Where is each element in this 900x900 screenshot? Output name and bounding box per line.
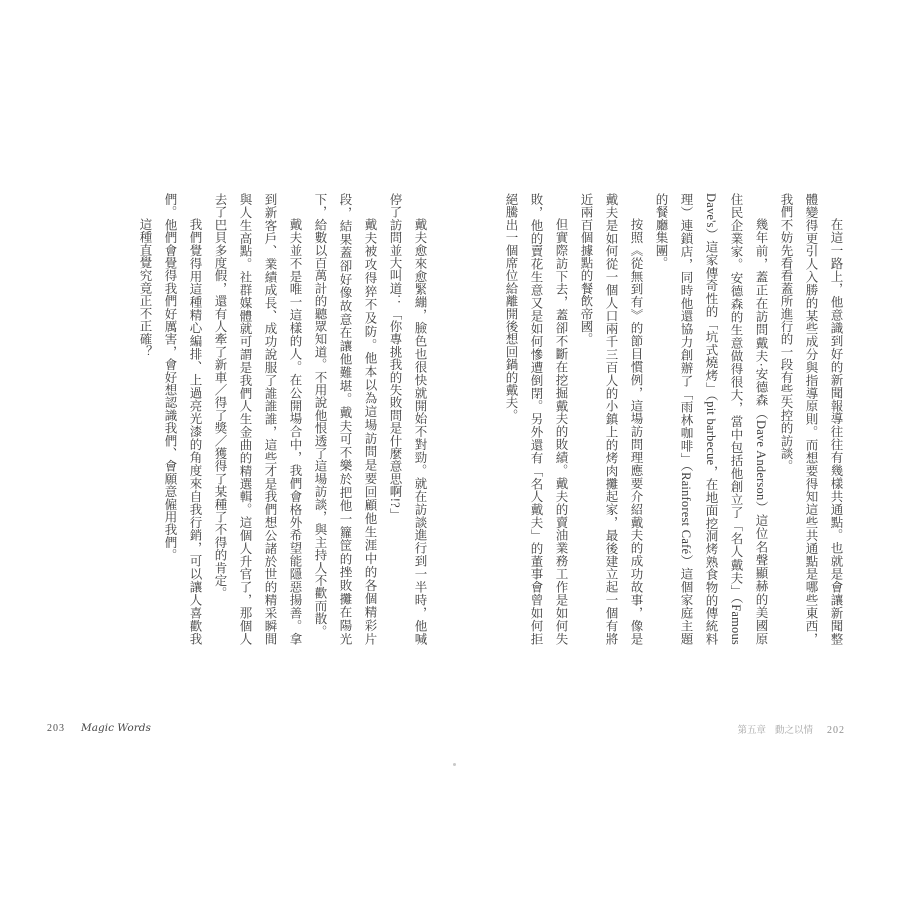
right-page-number: 202 bbox=[827, 725, 845, 736]
running-title: Magic Words bbox=[81, 722, 151, 734]
paragraph: 戴夫被攻得猝不及防。他本以為這場訪問是要回顧他生涯中的各個精彩片段，結果蓋卻好像故意在讓他難堪。戴夫可不樂於把他一籮筐的挫敗攤在陽光下，給數以百萬計的聽眾知道。不用說他恨透了這場訪談，與主持人不歡而散。 bbox=[313, 193, 377, 645]
left-page-number: 203 bbox=[47, 723, 65, 734]
paragraph: 但實際訪下去，蓋卻不斷在挖掘戴夫的敗績。戴夫的賣油業務工作是如何失敗，他的賣花生意又是如何慘遭倒閉。另外還有「名人戴夫」的董事會曾如何拒絕騰出一個席位給離開後想回鍋的戴夫。 bbox=[504, 193, 568, 645]
left-page-footer bbox=[47, 722, 151, 734]
paragraph: 按照《從無到有》的節目慣例，這場訪問理應要介紹戴夫的成功故事，像是戴夫是如何從一個人口兩千三百人的小鎮上的烤肉攤起家，最後建立起一個有將近兩百個據點的餐飲帝國。 bbox=[579, 193, 643, 645]
chapter-label: 第五章 bbox=[737, 726, 766, 736]
paragraph: 這種直覺究竟正不正確？ bbox=[138, 218, 152, 358]
left-page-body bbox=[130, 193, 432, 645]
paragraph: 在這一路上，他意識到好的新聞報導往往有幾樣共通點。也就是會讓新聞整體變得更引人入勝的某些成分與指導原則。而想要得知這些共通點是哪些東西，我們不妨先看看蓋所進行的一段有些失控的訪談。 bbox=[779, 193, 843, 645]
print-speck bbox=[453, 763, 456, 766]
paragraph: 幾年前，蓋正在訪問戴夫·安德森（Dave Anderson）這位名聲顯赫的美國原住民企業家。安德森的生意做得很大，當中包括他創立了「名人戴夫」（Famous Dave's）這家傳奇性的「坑式燒烤」（pit barbecue，在地面挖洞烤熟食物的傳統料理）連鎖店，同時他還協力創辦了「雨林咖啡」（Rainforest Café）這個家庭主題的餐廳集團。 bbox=[654, 193, 768, 645]
right-page-footer bbox=[737, 722, 845, 736]
chapter-title: 動之以情 bbox=[774, 726, 813, 736]
paragraph: 我們覺得用這種精心編排、上過亮光漆的角度來自我行銷，可以讓人喜歡我們。他們會覺得我們好厲害，會好想認識我們、會願意僱用我們。 bbox=[163, 193, 202, 645]
paragraph: 戴夫愈來愈緊繃，臉色也很快就開始不對勁。就在訪談進行到一半時，他喊停了訪問並大叫道：「你專挑我的失敗問是什麼意思啊!?」 bbox=[388, 193, 427, 645]
paragraph: 戴夫並不是唯一這樣的人。在公開場合中，我們會格外希望能隱惡揚善。拿到新客戶、業績成長、成功說服了誰誰誰，這些才是我們想公諸於世的精采瞬間與人生高點。社群媒體就可謂是我們人生金曲的精選輯。這個人升官了，那個人去了巴貝多度假，還有人牽了新車／得了獎／獲得了某種了不得的肯定。 bbox=[213, 193, 302, 645]
right-page-body bbox=[504, 193, 848, 645]
